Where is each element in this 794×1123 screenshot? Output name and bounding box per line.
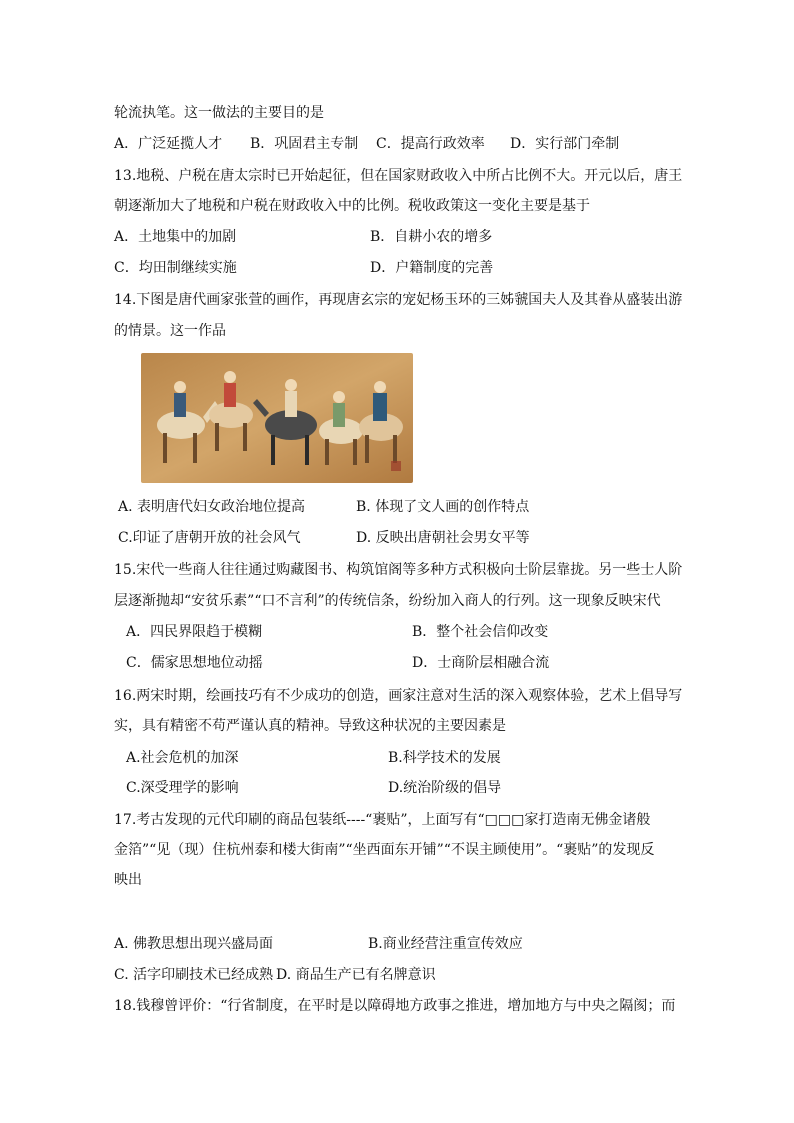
- q17-stem-line2: 金箔”“见（现）住杭州泰和楼大街南”“坐西面东开铺”“不误主顾使用”。“裹贴”的发现反: [114, 842, 655, 858]
- q14-option-d[interactable]: D. 反映出唐朝社会男女平等: [356, 530, 530, 546]
- tang-painting-icon: [141, 353, 413, 483]
- q15-stem-line1: 15.宋代一些商人往往通过购藏图书、构筑馆阁等多种方式积极向士阶层靠拢。另一些士人阶: [114, 562, 683, 578]
- q15-option-c[interactable]: C．儒家思想地位动摇: [126, 655, 263, 671]
- q15-option-a[interactable]: A．四民界限趋于模糊: [126, 624, 263, 640]
- q16-option-a[interactable]: A.社会危机的加深: [126, 750, 239, 766]
- q12-option-d[interactable]: D．实行部门牵制: [510, 136, 620, 152]
- q12-option-b[interactable]: B．巩固君主专制: [250, 136, 359, 152]
- q13-option-c[interactable]: C．均田制继续实施: [114, 260, 237, 276]
- q14-stem-line1: 14.下图是唐代画家张萱的画作，再现唐玄宗的宠妃杨玉环的三姊虢国夫人及其眷从盛装出游: [114, 292, 683, 308]
- q17-stem-line3: 映出: [114, 872, 142, 888]
- q12-stem-tail: 轮流执笔。这一做法的主要目的是: [114, 105, 324, 121]
- q17-option-d[interactable]: D. 商品生产已有名牌意识: [276, 967, 436, 983]
- q16-option-c[interactable]: C.深受理学的影响: [126, 780, 239, 796]
- q15-option-d[interactable]: D．士商阶层相融合流: [412, 655, 550, 671]
- q16-option-b[interactable]: B.科学技术的发展: [388, 750, 501, 766]
- q15-option-b[interactable]: B．整个社会信仰改变: [412, 624, 549, 640]
- q14-option-c[interactable]: C.印证了唐朝开放的社会风气: [118, 530, 301, 546]
- q17-option-b[interactable]: B.商业经营注重宣传效应: [368, 936, 523, 952]
- q14-option-b[interactable]: B. 体现了文人画的创作特点: [356, 499, 530, 515]
- tang-painting-image: [141, 353, 413, 483]
- q16-stem-line1: 16.两宋时期，绘画技巧有不少成功的创造，画家注意对生活的深入观察体验，艺术上倡导写: [114, 688, 683, 704]
- q12-option-c[interactable]: C．提高行政效率: [376, 136, 485, 152]
- q14-stem-line2: 的情景。这一作品: [114, 323, 226, 339]
- q17-option-c[interactable]: C. 活字印刷技术已经成熟: [114, 967, 274, 983]
- q15-stem-line2: 层逐渐抛却“安贫乐素”“口不言利”的传统信条，纷纷加入商人的行列。这一现象反映宋代: [114, 593, 661, 609]
- q13-option-b[interactable]: B．自耕小农的增多: [370, 229, 493, 245]
- q13-stem-line2: 朝逐渐加大了地税和户税在财政收入中的比例。税收政策这一变化主要是基于: [114, 198, 590, 214]
- q13-option-a[interactable]: A．土地集中的加剧: [114, 229, 237, 245]
- q16-stem-line2: 实，具有精密不苟严谨认真的精神。导致这种状况的主要因素是: [114, 718, 506, 734]
- q17-stem-line1: 17.考古发现的元代印刷的商品包装纸----“裹贴”，上面写有“□□□家打造南无佛金诸般: [114, 812, 651, 828]
- q18-stem-line1: 18.钱穆曾评价：“行省制度，在平时是以障碍地方政事之推进，增加地方与中央之隔阂；而: [114, 998, 676, 1014]
- q13-option-d[interactable]: D．户籍制度的完善: [370, 260, 494, 276]
- q14-option-a[interactable]: A. 表明唐代妇女政治地位提高: [118, 499, 306, 515]
- q12-option-a[interactable]: A．广泛延揽人才: [114, 136, 223, 152]
- q17-option-a[interactable]: A. 佛教思想出现兴盛局面: [114, 936, 274, 952]
- q16-option-d[interactable]: D.统治阶级的倡导: [388, 780, 502, 796]
- q13-stem-line1: 13.地税、户税在唐太宗时已开始起征，但在国家财政收入中所占比例不大。开元以后，唐王: [114, 168, 683, 184]
